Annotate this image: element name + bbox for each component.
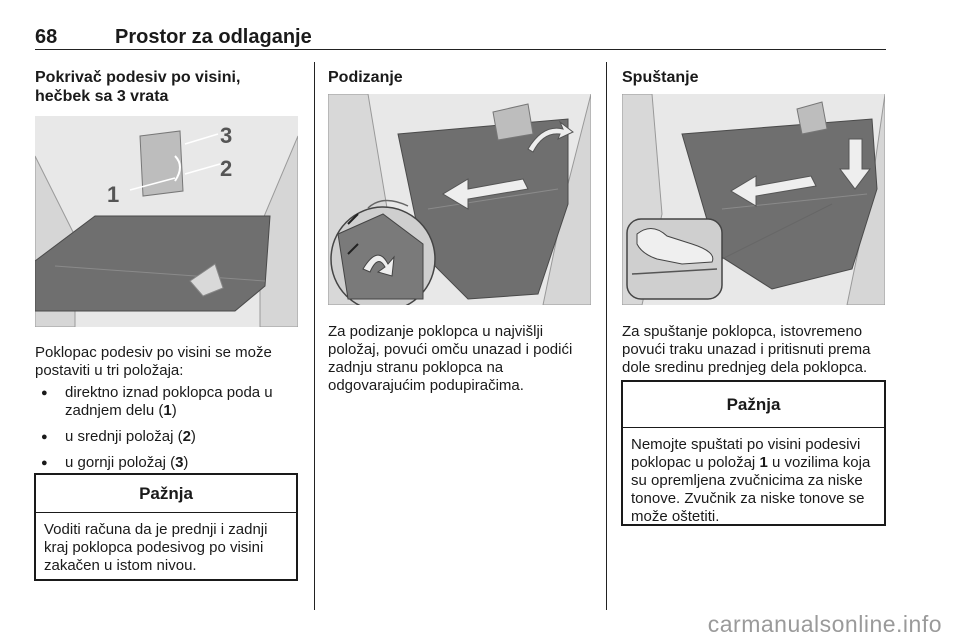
notice-title: Pažnja — [623, 382, 884, 428]
list-item: ● direktno iznad poklopca poda u zadnjem delu (1) — [35, 384, 305, 420]
page-number: 68 — [35, 26, 58, 48]
column-divider-2 — [606, 62, 607, 610]
notice-box — [34, 473, 298, 581]
section-heading-lifting: Podizanje — [328, 69, 403, 86]
watermark: carmanualsonline.info — [707, 611, 942, 637]
cargo-cover-drawing — [35, 116, 298, 327]
lowering-drawing — [622, 94, 885, 305]
intro-text: Poklopac podesiv po visini se može postaviti u tri položaja: — [35, 344, 272, 379]
section-heading-line-2: hečbek sa 3 vrata — [35, 88, 169, 105]
lifting-text: Za podizanje poklopca u najvišlji položaj, povući omču unazad i podići zadnju stranu poklopca na odgovarajućim podupiračima. — [328, 323, 573, 394]
notice-box-lowering — [621, 380, 886, 526]
illustration-lifting — [328, 94, 591, 305]
figure-label-2: 2 — [220, 156, 233, 181]
list-item: ● u srednji položaj (2) — [35, 428, 305, 446]
lifting-drawing — [328, 94, 591, 305]
section-heading-lowering: Spuštanje — [622, 69, 699, 86]
notice-text: Nemojte spuštati po visini podesivi poklopac u položaj 1 u vozilima koja su opremljena zvučnicima za niske tonove. Zvučnik za niske tonove se može oštetiti. — [631, 436, 871, 525]
list-item: ● u gornji položaj (3) — [35, 454, 305, 472]
illustration-cover-positions — [35, 116, 298, 327]
notice-title: Pažnja — [36, 475, 296, 513]
section-heading-line-1: Pokrivač podesiv po visini, — [35, 69, 241, 86]
page-title: Prostor za odlaganje — [115, 26, 312, 48]
lowering-text: Za spuštanje poklopca, istovremeno povući traku unazad i pritisnuti prema dole sredinu prednjeg dela poklopca. — [622, 323, 871, 376]
header-divider — [35, 49, 886, 50]
section-heading — [35, 68, 305, 106]
column-divider-1 — [314, 62, 315, 610]
notice-text: Voditi računa da je prednji i zadnji kraj poklopca podesivog po visini zakačen u istom nivou. — [44, 521, 268, 574]
figure-label-3: 3 — [220, 123, 233, 148]
figure-label-1: 1 — [107, 182, 120, 207]
position-list — [35, 384, 305, 480]
illustration-lowering — [622, 94, 885, 305]
